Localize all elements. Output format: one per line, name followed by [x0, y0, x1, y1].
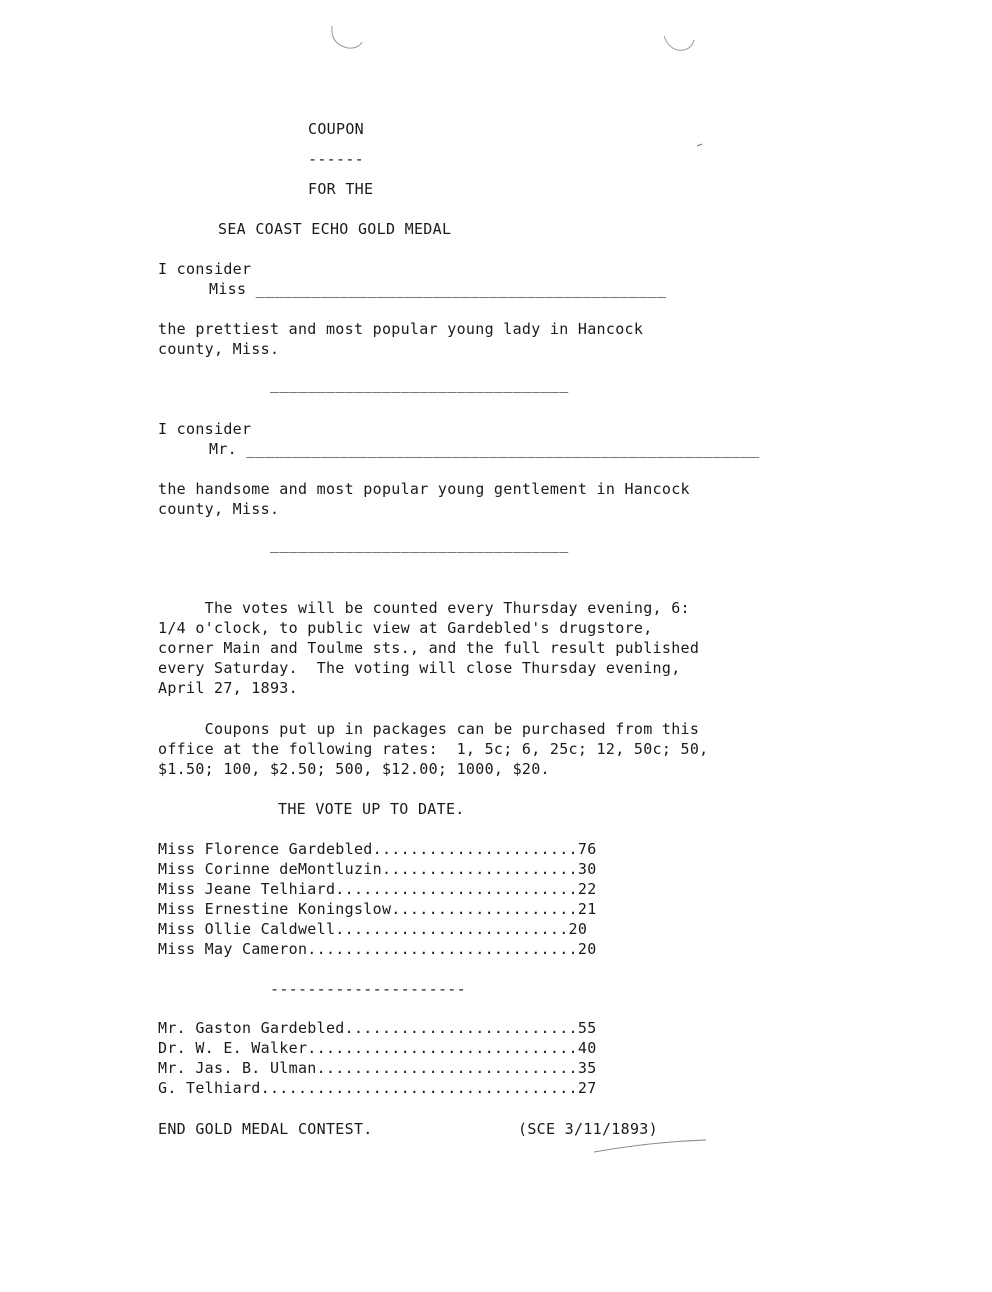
section-divider: ---------------------	[270, 980, 466, 998]
medal-heading: SEA COAST ECHO GOLD MEDAL	[218, 220, 452, 238]
gentlemen-vote-row: G. Telhiard..................................27	[158, 1079, 597, 1097]
mr-name-line: Mr. _______________________________________________________	[209, 440, 760, 458]
votes-paragraph-line: corner Main and Toulme sts., and the full result published	[158, 639, 700, 657]
punch-hole-mark-left	[326, 14, 366, 54]
source-citation: (SCE 3/11/1893)	[518, 1120, 658, 1138]
ladies-vote-row: Miss Corinne deMontluzin.....................30	[158, 860, 597, 878]
miss-ballot-text: the prettiest and most popular young lady in Hancock	[158, 320, 644, 338]
ladies-vote-row: Miss Florence Gardebled......................76	[158, 840, 597, 858]
miss-consider-label: I consider	[158, 260, 252, 278]
miss-signature-line: ________________________________	[270, 375, 569, 393]
for-the-heading: FOR THE	[308, 180, 374, 198]
vote-heading: THE VOTE UP TO DATE.	[278, 800, 465, 818]
mr-ballot-text: the handsome and most popular young gentlement in Hancock	[158, 480, 690, 498]
punch-hole-mark-right	[660, 30, 700, 60]
heading-rule: ------	[308, 150, 364, 168]
coupons-paragraph-line: $1.50; 100, $2.50; 500, $12.00; 1000, $20.	[158, 760, 550, 778]
gentlemen-vote-row: Mr. Gaston Gardebled.........................55	[158, 1019, 597, 1037]
coupons-paragraph-line: Coupons put up in packages can be purchased from this	[158, 720, 700, 738]
mr-signature-line: ________________________________	[270, 535, 569, 553]
ladies-vote-row: Miss Jeane Telhiard..........................22	[158, 880, 597, 898]
gentlemen-vote-row: Mr. Jas. B. Ulman............................35	[158, 1059, 597, 1077]
mr-consider-label: I consider	[158, 420, 252, 438]
hand-underline-mark	[590, 1136, 710, 1156]
gentlemen-vote-row: Dr. W. E. Walker.............................40	[158, 1039, 597, 1057]
ladies-vote-row: Miss Ernestine Koningslow....................21	[158, 900, 597, 918]
coupon-heading: COUPON	[308, 120, 364, 138]
votes-paragraph-line: every Saturday. The voting will close Thursday evening,	[158, 659, 681, 677]
votes-paragraph-line: April 27, 1893.	[158, 679, 298, 697]
votes-paragraph-line: The votes will be counted every Thursday evening, 6:	[158, 599, 690, 617]
votes-paragraph-line: 1/4 o'clock, to public view at Gardebled's drugstore,	[158, 619, 653, 637]
end-contest-label: END GOLD MEDAL CONTEST.	[158, 1120, 373, 1138]
miss-name-line: Miss ____________________________________________	[209, 280, 667, 298]
mr-ballot-text: county, Miss.	[158, 500, 280, 518]
ladies-vote-row: Miss May Cameron.............................20	[158, 940, 597, 958]
stray-mark	[695, 140, 705, 150]
ladies-vote-row: Miss Ollie Caldwell.........................20	[158, 920, 588, 938]
miss-ballot-text: county, Miss.	[158, 340, 280, 358]
coupons-paragraph-line: office at the following rates: 1, 5c; 6, 25c; 12, 50c; 50,	[158, 740, 709, 758]
